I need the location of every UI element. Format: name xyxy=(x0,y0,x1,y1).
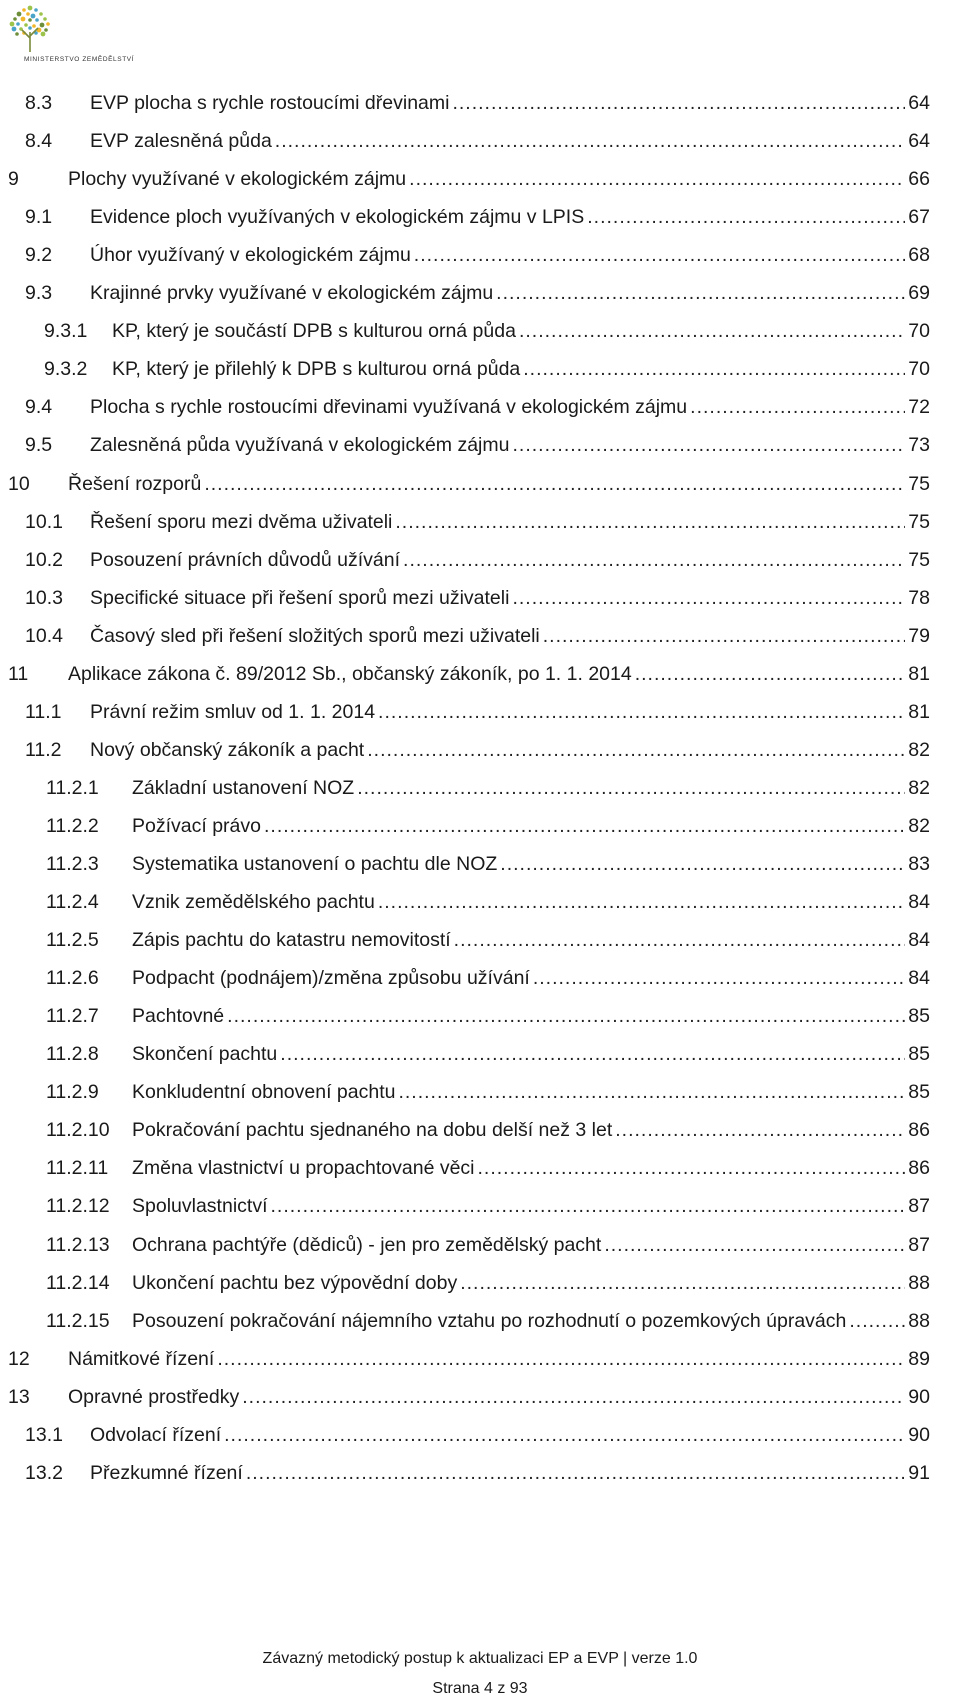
toc-entry-page: 82 xyxy=(908,776,930,799)
toc-dot-leader xyxy=(275,122,906,160)
toc-dot-leader xyxy=(414,236,906,274)
toc-entry-title: Opravné prostředky xyxy=(68,1385,240,1408)
toc-dot-leader xyxy=(635,655,906,693)
toc-entry-title: Posouzení právních důvodů užívání xyxy=(90,548,401,571)
toc-dot-leader xyxy=(690,388,905,426)
toc-entry-number: 11.2.14 xyxy=(46,1271,110,1294)
toc-entry-number: 8.4 xyxy=(25,130,53,153)
toc-entry-title: Skončení pachtu xyxy=(132,1043,278,1066)
toc-entry[interactable] xyxy=(0,769,960,807)
toc-entry[interactable] xyxy=(0,503,960,541)
toc-entry-title: Odvolací řízení xyxy=(90,1423,222,1446)
toc-entry-number: 9.4 xyxy=(25,396,53,419)
toc-entry-page: 86 xyxy=(908,1119,930,1142)
toc-entry-number: 11.2.2 xyxy=(46,814,99,837)
toc-entry[interactable] xyxy=(0,1378,960,1416)
toc-entry-number: 11.2.3 xyxy=(46,853,99,875)
toc-entry-number: 11.2.15 xyxy=(46,1309,110,1332)
toc-dot-leader xyxy=(357,769,905,807)
toc-dot-leader xyxy=(500,845,905,883)
toc-entry[interactable] xyxy=(0,1149,960,1187)
toc-dot-leader xyxy=(398,1073,905,1111)
toc-entry[interactable] xyxy=(0,579,960,617)
logo-text: MINISTERSTVO ZEMĚDĚLSTVÍ xyxy=(24,56,135,63)
toc-entry-number: 11.1 xyxy=(25,700,62,723)
toc-dot-leader xyxy=(543,617,906,655)
toc-entry[interactable] xyxy=(0,997,960,1035)
toc-entry-page: 84 xyxy=(908,929,930,952)
toc-entry-title: Vznik zemědělského pachtu xyxy=(132,891,375,914)
toc-entry-title: Plocha s rychle rostoucími dřevinami využívaná v ekologickém zájmu xyxy=(90,396,688,419)
toc-dot-leader xyxy=(452,84,905,122)
toc-entry[interactable] xyxy=(0,160,960,198)
toc-entry-page: 82 xyxy=(908,738,930,761)
toc-entry-page: 75 xyxy=(908,510,930,533)
toc-entry-number: 11.2.6 xyxy=(46,967,99,990)
toc-entry-page: 81 xyxy=(908,700,930,723)
toc-entry[interactable] xyxy=(0,883,960,921)
toc-entry-page: 87 xyxy=(908,1195,930,1218)
toc-entry-page: 64 xyxy=(908,92,930,114)
toc-entry-number: 13.2 xyxy=(25,1461,63,1484)
toc-entry-number: 11.2.4 xyxy=(46,891,99,914)
toc-entry[interactable] xyxy=(0,1187,960,1225)
toc-entry-title: Evidence ploch využívaných v ekologickém zájmu v LPIS xyxy=(90,206,585,229)
tree-logo-icon xyxy=(4,2,56,54)
toc-entry[interactable] xyxy=(0,1111,960,1149)
toc-entry[interactable] xyxy=(0,1073,960,1111)
toc-entry-page: 64 xyxy=(908,130,930,153)
toc-dot-leader xyxy=(280,1035,905,1073)
toc-entry-title: Právní režim smluv od 1. 1. 2014 xyxy=(90,700,376,723)
toc-entry[interactable] xyxy=(0,693,960,731)
toc-dot-leader xyxy=(849,1302,905,1340)
toc-entry-title: EVP plocha s rychle rostoucími dřevinami xyxy=(90,92,450,114)
toc-entry-title: Spoluvlastnictví xyxy=(132,1195,268,1218)
toc-entry-number: 9.5 xyxy=(25,434,53,457)
toc-entry-title: Přezkumné řízení xyxy=(90,1461,243,1484)
toc-dot-leader xyxy=(409,160,905,198)
toc-entry-page: 90 xyxy=(908,1423,930,1446)
toc-entry-number: 9.3.1 xyxy=(44,320,88,343)
toc-dot-leader xyxy=(496,274,905,312)
toc-entry-title: Specifické situace při řešení sporů mezi uživateli xyxy=(90,586,510,609)
toc-entry-number: 8.3 xyxy=(25,92,53,114)
toc-entry-page: 90 xyxy=(908,1385,930,1408)
toc-dot-leader xyxy=(523,350,905,388)
toc-entry[interactable] xyxy=(0,921,960,959)
toc-entry-page: 72 xyxy=(908,396,930,419)
toc-dot-leader xyxy=(246,1454,905,1492)
toc-dot-leader xyxy=(367,731,905,769)
toc-dot-leader xyxy=(533,959,905,997)
toc-entry-number: 11 xyxy=(8,662,29,685)
toc-entry-page: 78 xyxy=(908,586,930,609)
toc-entry-page: 83 xyxy=(908,853,930,875)
toc-entry-number: 10.2 xyxy=(25,548,63,571)
toc-dot-leader xyxy=(478,1149,906,1187)
toc-entry-number: 9.3 xyxy=(25,282,53,305)
toc-entry[interactable] xyxy=(0,541,960,579)
ministry-logo xyxy=(4,2,164,68)
toc-dot-leader xyxy=(242,1378,905,1416)
toc-entry-page: 68 xyxy=(908,244,930,267)
toc-dot-leader xyxy=(270,1187,905,1225)
toc-entry[interactable] xyxy=(0,959,960,997)
toc-entry[interactable] xyxy=(0,1454,960,1492)
toc-entry[interactable] xyxy=(0,807,960,845)
toc-dot-leader xyxy=(264,807,905,845)
toc-entry-number: 10 xyxy=(8,472,30,495)
toc-entry-page: 87 xyxy=(908,1233,930,1256)
toc-entry-title: Konkludentní obnovení pachtu xyxy=(132,1081,396,1104)
toc-entry[interactable] xyxy=(0,426,960,464)
toc-entry-number: 9 xyxy=(8,168,19,191)
toc-entry-page: 91 xyxy=(908,1461,930,1484)
toc-entry-number: 11.2 xyxy=(25,738,62,761)
toc-entry-number: 11.2.11 xyxy=(46,1157,109,1180)
toc-entry-title: Pachtovné xyxy=(132,1005,225,1028)
toc-dot-leader xyxy=(227,997,905,1035)
toc-entry-page: 73 xyxy=(908,434,930,457)
toc-entry[interactable] xyxy=(0,845,960,883)
toc-entry-page: 67 xyxy=(908,206,930,229)
toc-entry[interactable] xyxy=(0,1226,960,1264)
toc-entry-page: 70 xyxy=(908,320,930,343)
toc-entry-page: 66 xyxy=(908,168,930,191)
toc-entry-page: 88 xyxy=(908,1309,930,1332)
toc-dot-leader xyxy=(512,426,905,464)
toc-entry-page: 69 xyxy=(908,282,930,305)
toc-entry-title: EVP zalesněná půda xyxy=(90,130,272,153)
toc-entry-number: 13 xyxy=(8,1385,30,1408)
toc-entry-number: 10.3 xyxy=(25,586,63,609)
toc-entry[interactable] xyxy=(0,1416,960,1454)
toc-entry[interactable] xyxy=(0,274,960,312)
toc-entry-number: 10.4 xyxy=(25,624,63,647)
toc-entry-title: Krajinné prvky využívané v ekologickém zájmu xyxy=(90,282,494,305)
toc-entry-page: 70 xyxy=(908,358,930,381)
toc-entry-number: 9.3.2 xyxy=(44,358,88,381)
toc-entry-number: 9.2 xyxy=(25,244,53,267)
toc-dot-leader xyxy=(512,579,905,617)
toc-dot-leader xyxy=(615,1111,905,1149)
toc-entry-title: Ukončení pachtu bez výpovědní doby xyxy=(132,1271,458,1294)
toc-entry-title: Systematika ustanovení o pachtu dle NOZ xyxy=(132,853,498,875)
toc-entry-number: 11.2.5 xyxy=(46,929,99,952)
toc-entry[interactable] xyxy=(0,388,960,426)
toc-entry-title: KP, který je přilehlý k DPB s kulturou orná půda xyxy=(112,358,521,381)
toc-entry-title: Aplikace zákona č. 89/2012 Sb., občanský zákoník, po 1. 1. 2014 xyxy=(68,662,632,685)
toc-entry-number: 10.1 xyxy=(25,510,63,533)
toc-entry-page: 81 xyxy=(908,662,930,685)
toc-entry-title: Řešení rozporů xyxy=(68,472,202,495)
toc-entry[interactable] xyxy=(0,1302,960,1340)
toc-entry-title: Ochrana pachtýře (dědiců) - jen pro zemědělský pacht xyxy=(132,1233,602,1256)
toc-entry-title: Pokračování pachtu sjednaného na dobu delší než 3 let xyxy=(132,1119,613,1142)
toc-entry[interactable] xyxy=(0,1264,960,1302)
toc-entry-page: 85 xyxy=(908,1043,930,1066)
toc-dot-leader xyxy=(224,1416,905,1454)
toc-entry[interactable] xyxy=(0,465,960,503)
toc-dot-leader xyxy=(604,1226,905,1264)
toc-entry-page: 75 xyxy=(908,548,930,571)
toc-entry-title: Základní ustanovení NOZ xyxy=(132,776,355,799)
toc-dot-leader xyxy=(403,541,905,579)
toc-entry-page: 84 xyxy=(908,891,930,914)
toc-entry-number: 11.2.7 xyxy=(46,1005,99,1028)
toc-entry-number: 9.1 xyxy=(25,206,53,229)
toc-entry-number: 12 xyxy=(8,1347,30,1370)
toc-entry-number: 11.2.10 xyxy=(46,1119,110,1142)
toc-dot-leader xyxy=(378,693,905,731)
toc-dot-leader xyxy=(378,883,905,921)
toc-entry[interactable] xyxy=(0,312,960,350)
toc-entry-title: Plochy využívané v ekologickém zájmu xyxy=(68,168,407,191)
toc-entry[interactable] xyxy=(0,731,960,769)
toc-entry-number: 11.2.8 xyxy=(46,1043,99,1066)
footer-page-number: Strana 4 z 93 xyxy=(432,1680,528,1697)
toc-entry[interactable] xyxy=(0,1035,960,1073)
toc-entry-number: 11.2.1 xyxy=(46,776,99,799)
toc-dot-leader xyxy=(519,312,905,350)
toc-entry-title: Časový sled při řešení složitých sporů mezi uživateli xyxy=(90,624,540,647)
toc-entry-title: Podpacht (podnájem)/změna způsobu užívání xyxy=(132,967,530,990)
toc-entry-page: 85 xyxy=(908,1081,930,1104)
toc-entry-number: 11.2.12 xyxy=(46,1195,110,1218)
toc-entry[interactable] xyxy=(0,84,960,122)
toc-entry[interactable] xyxy=(0,350,960,388)
toc-entry-title: Požívací právo xyxy=(132,814,261,837)
footer-document-title: Závazný metodický postup k aktualizaci EP a EVP | verze 1.0 xyxy=(262,1650,698,1667)
toc-entry-title: Zápis pachtu do katastru nemovitostí xyxy=(132,929,451,952)
toc-entry[interactable] xyxy=(0,236,960,274)
toc-entry-number: 11.2.13 xyxy=(46,1233,110,1256)
toc-entry-page: 85 xyxy=(908,1005,930,1028)
toc-entry-page: 89 xyxy=(908,1347,930,1370)
toc-dot-leader xyxy=(204,465,905,503)
toc-entry-number: 13.1 xyxy=(25,1423,63,1446)
toc-entry[interactable] xyxy=(0,198,960,236)
toc-dot-leader xyxy=(587,198,905,236)
toc-entry-page: 82 xyxy=(908,814,930,837)
toc-dot-leader xyxy=(395,503,905,541)
toc-entry-page: 84 xyxy=(908,967,930,990)
toc-entry-title: Námitkové řízení xyxy=(68,1347,215,1370)
toc-entry-page: 86 xyxy=(908,1157,930,1180)
toc-entry[interactable] xyxy=(0,617,960,655)
toc-dot-leader xyxy=(454,921,906,959)
toc-entry-title: KP, který je součástí DPB s kulturou orná půda xyxy=(112,320,516,343)
toc-entry[interactable] xyxy=(0,1340,960,1378)
toc-entry-number: 11.2.9 xyxy=(46,1081,99,1104)
toc-entry-page: 75 xyxy=(908,472,930,495)
toc-entry-title: Změna vlastnictví u propachtované věci xyxy=(132,1157,475,1180)
toc-entry-page: 79 xyxy=(908,624,930,647)
toc-entry[interactable] xyxy=(0,122,960,160)
toc-entry-title: Řešení sporu mezi dvěma uživateli xyxy=(90,510,393,533)
toc-entry-title: Posouzení pokračování nájemního vztahu po rozhodnutí o pozemkových úpravách xyxy=(132,1309,847,1332)
toc-entry-title: Nový občanský zákoník a pacht xyxy=(90,738,365,761)
toc-dot-leader xyxy=(460,1264,905,1302)
toc-entry-page: 88 xyxy=(908,1271,930,1294)
toc-entry-title: Zalesněná půda využívaná v ekologickém zájmu xyxy=(90,434,510,457)
toc-entry[interactable] xyxy=(0,655,960,693)
toc-entry-title: Úhor využívaný v ekologickém zájmu xyxy=(90,244,411,267)
toc-dot-leader xyxy=(217,1340,905,1378)
